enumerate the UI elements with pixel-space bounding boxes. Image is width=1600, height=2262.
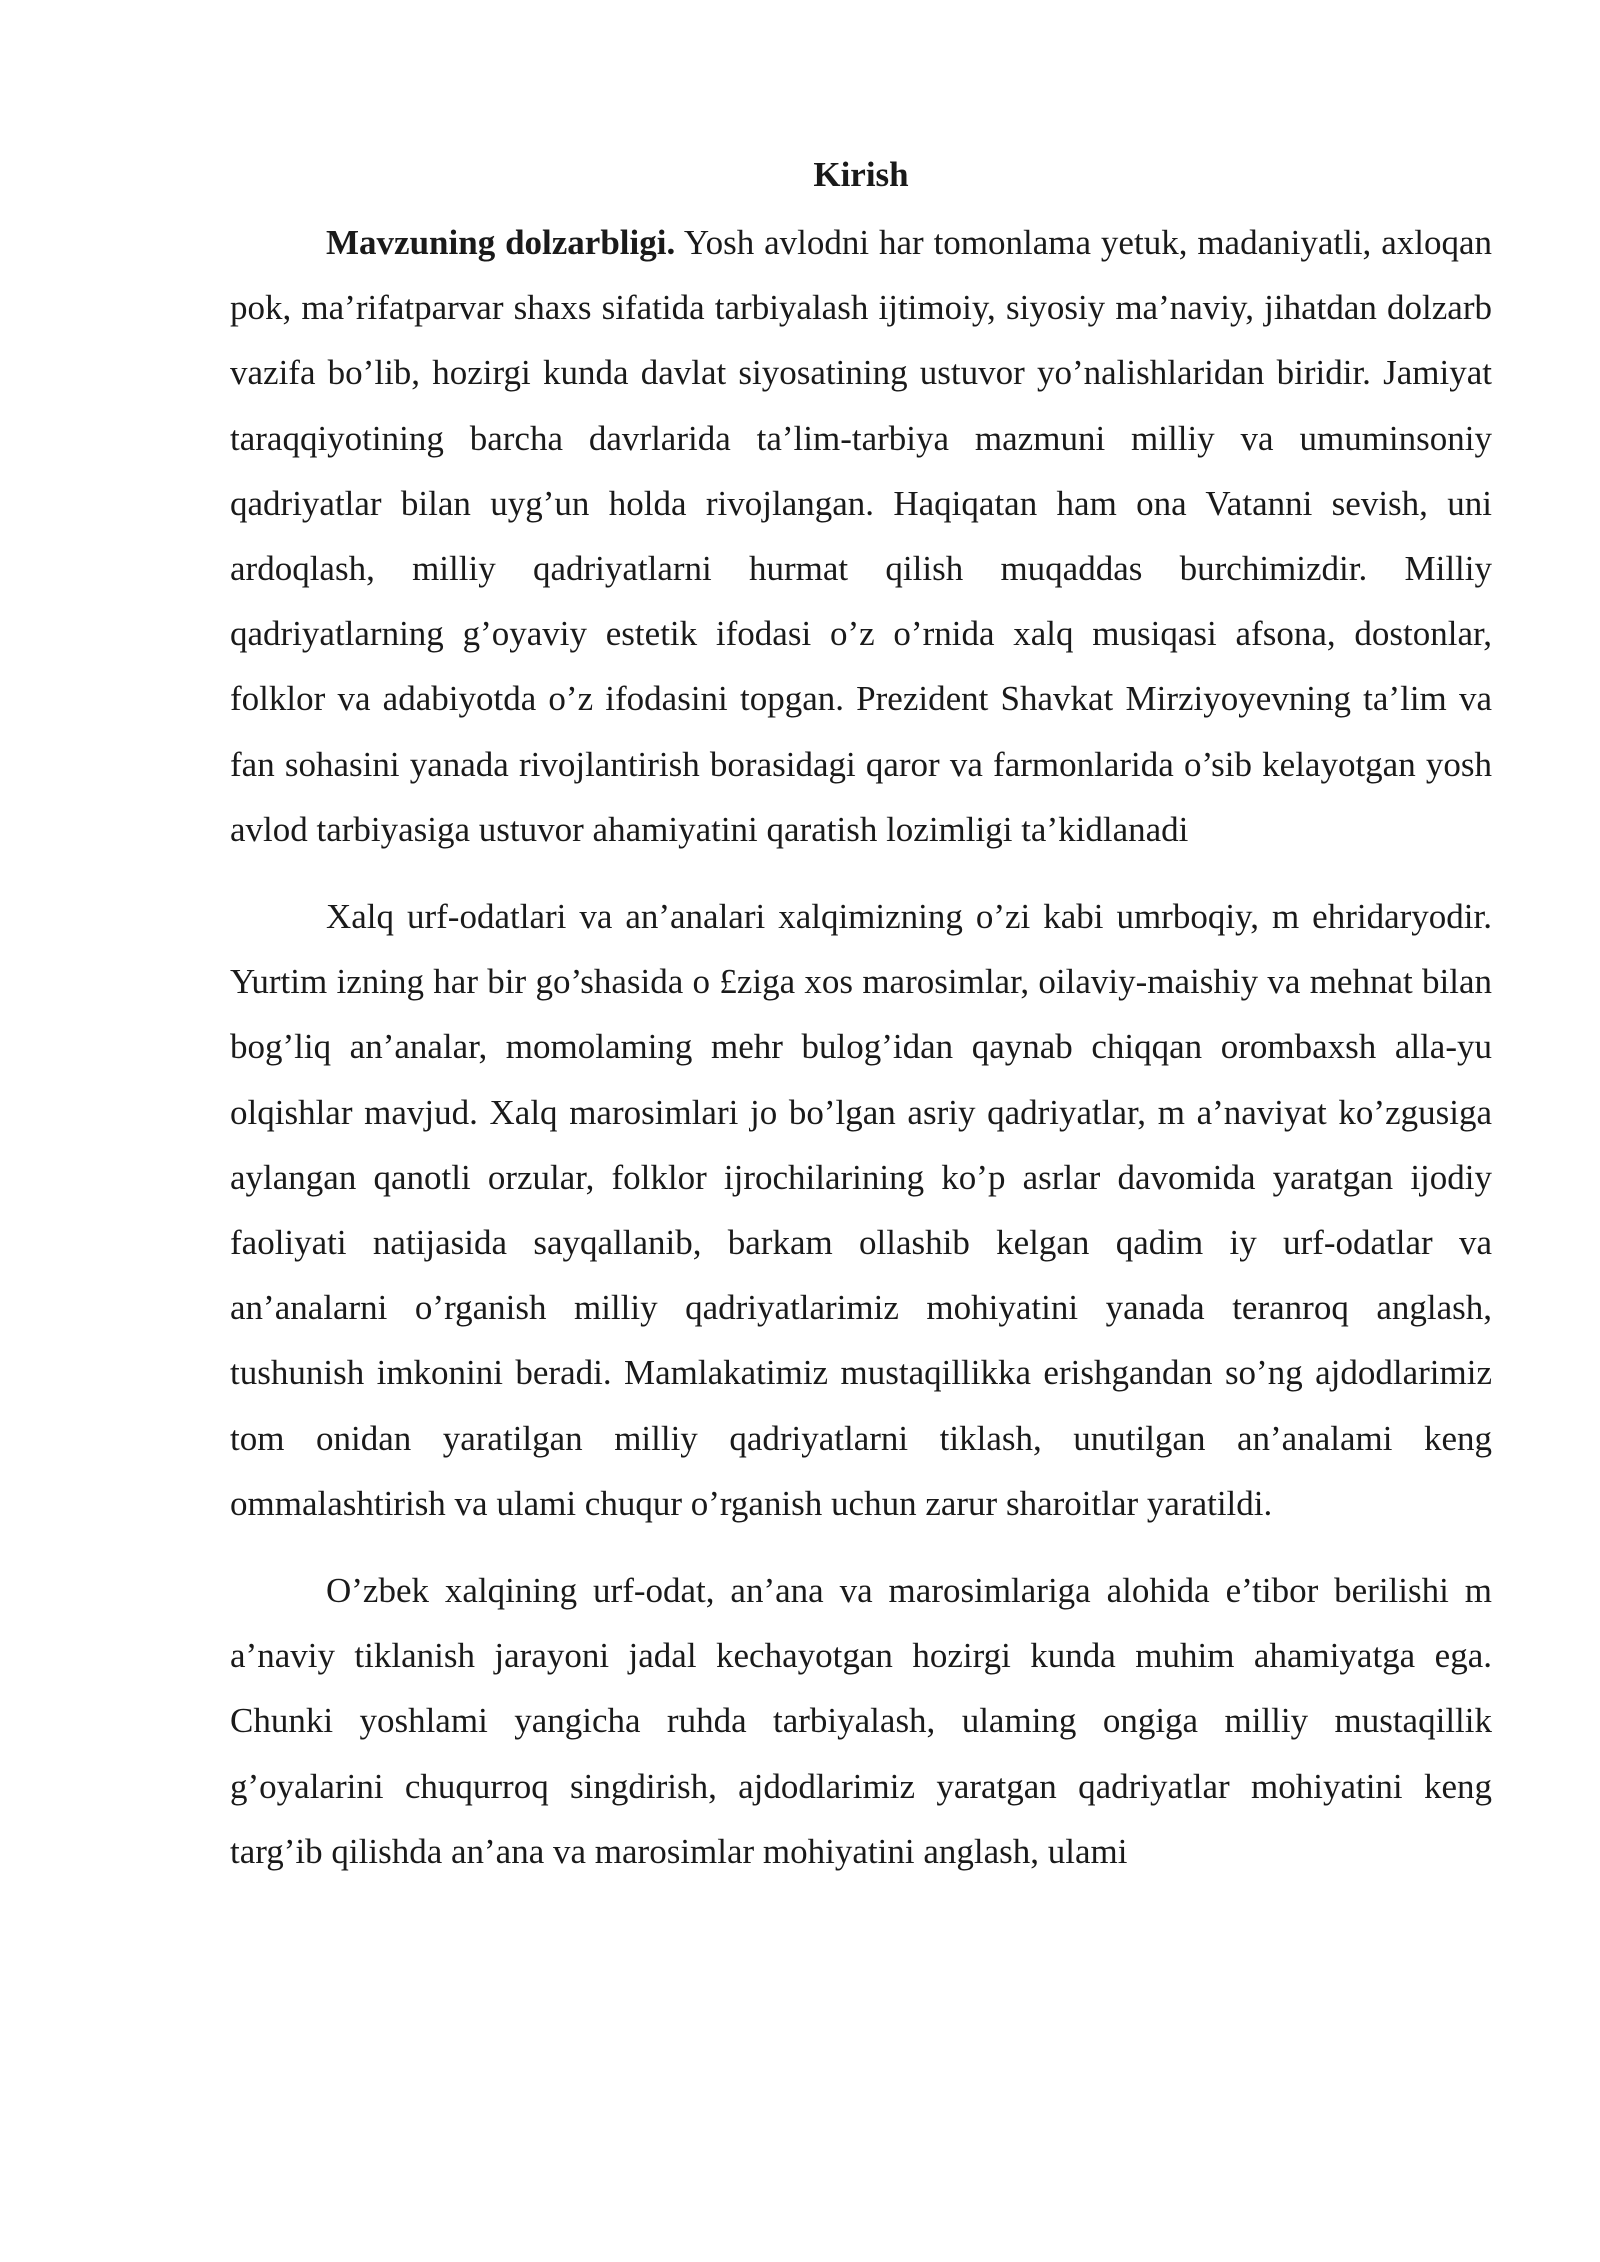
page-title: Kirish xyxy=(813,155,909,194)
paragraph-relevance xyxy=(230,210,1492,862)
paragraph-lead: Mavzuning dolzarbligi. xyxy=(326,223,676,262)
paragraph-traditions xyxy=(230,884,1492,1536)
document-body xyxy=(230,150,1492,1884)
paragraph-text: Yosh avlodni har tomonlama yetuk, madaniyatli, axloqan pok, ma’rifatparvar shaxs sifatida tarbiyalash ijtimoiy, siyosiy ma’naviy, jihatdan dolzarb vazifa bo’lib, hozirgi kunda davlat siyosatining ustuvor yo’nalishlaridan biridir. Jamiyat taraqqiyotining barcha davrlarida ta’lim-tarbiya mazmuni milliy va umuminsoniy qadriyatlar bilan uyg’un holda rivojlangan. Haqiqatan ham ona Vatanni sevish, uni ardoqlash, milliy qadriyatlarni hurmat qilish muqaddas burchimizdir. Milliy qadriyatlarning g’oyaviy estetik ifodasi o’z o’rnida xalq musiqasi afsona, dostonlar, folklor va adabiyotda o’z ifodasini topgan. Prezident Shavkat Mirziyoyevning ta’lim va fan sohasini yanada rivojlantirish borasidagi qaror va farmonlarida o’sib kelayotgan yosh avlod tarbiyasiga ustuvor ahamiyatini qaratish lozimligi ta’kidlanadi xyxy=(230,223,1492,849)
paragraph-customs xyxy=(230,1558,1492,1884)
paragraph-text: O’zbek xalqining urf-odat, an’ana va marosimlariga alohida e’tibor berilishi m a’naviy tiklanish jarayoni jadal kechayotgan hozirgi kunda muhim ahamiyatga ega. Chunki yoshlami yangicha ruhda tarbiyalash, ulaming ongiga milliy mustaqillik g’oyalarini chuqurroq singdirish, ajdodlarimiz yaratgan qadriyatlar mohiyatini keng targ’ib qilishda an’ana va marosimlar mohiyatini anglash, ulami xyxy=(230,1571,1492,1871)
paragraph-text: Xalq urf-odatlari va an’analari xalqimizning o’zi kabi umrboqiy, m ehridaryodir. Yurtim izning har bir go’shasida o £ziga xos marosimlar, oilaviy-maishiy va mehnat bilan bog’liq an’analar, momolaming mehr bulog’idan qaynab chiqqan orombaxsh alla-yu olqishlar mavjud. Xalq marosimlari jo bo’lgan asriy qadriyatlar, m a’naviyat ko’zgusiga aylangan qanotli orzular, folklor ijrochilarining ko’p asrlar davomida yaratgan ijodiy faoliyati natijasida sayqallanib, barkam ollashib kelgan qadim iy urf-odatlar va an’analarni o’rganish milliy qadriyatlarimiz mohiyatini yanada teranroq anglash, tushunish imkonini beradi. Mamlakatimiz mustaqillikka erishgandan so’ng ajdodlarimiz tom onidan yaratilgan milliy qadriyatlarni tiklash, unutilgan an’analami keng ommalashtirish va ulami chuqur o’rganish uchun zarur sharoitlar yaratildi. xyxy=(230,897,1492,1523)
